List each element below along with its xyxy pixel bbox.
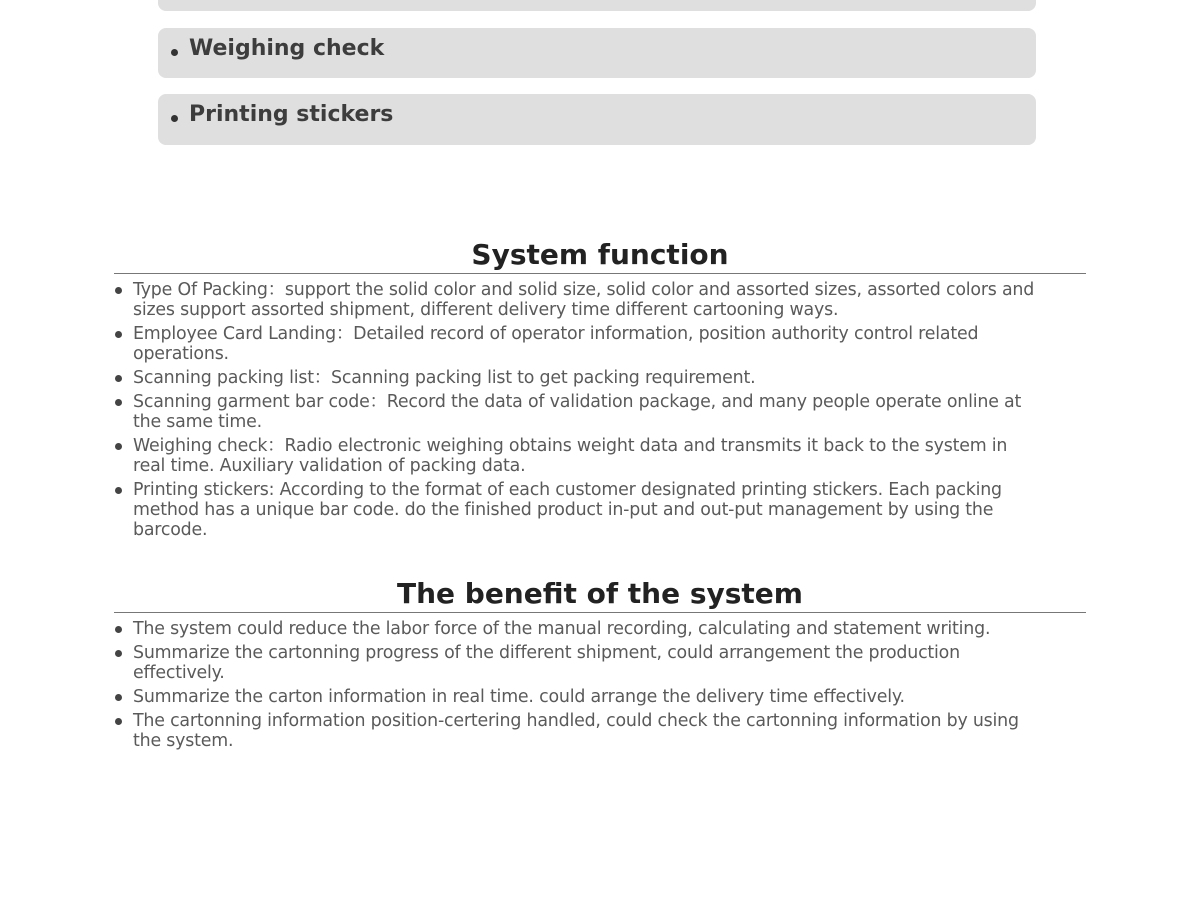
feature-pill-label: Printing stickers xyxy=(189,102,394,127)
list-item: Summarize the carton information in real time. could arrange the delivery time effectively. xyxy=(114,687,1086,707)
system-function-section xyxy=(114,238,1086,544)
list-item: Printing stickers: According to the format of each customer designated printing stickers. Each packing method has a unique bar code. do the finished product in-put and out-put management by using the barcode. xyxy=(114,480,1086,540)
feature-pill-weighing-check[interactable] xyxy=(158,28,1036,78)
system-benefit-section xyxy=(114,577,1086,755)
list-item: The cartonning information position-certering handled, could check the cartonning information by using the system. xyxy=(114,711,1086,751)
feature-pill-label: Weighing check xyxy=(189,36,385,61)
feature-pill-partial xyxy=(158,0,1036,11)
benefit-list xyxy=(114,613,1086,751)
bullet-dot xyxy=(171,115,178,122)
section-title: System function xyxy=(471,238,729,271)
section-title: The benefit of the system xyxy=(397,577,803,610)
list-item: The system could reduce the labor force of the manual recording, calculating and statement writing. xyxy=(114,619,1086,639)
list-item: Type Of Packing：support the solid color and solid size, solid color and assorted sizes, assorted colors and sizes support assorted shipment, different delivery time different cartooning ways. xyxy=(114,280,1086,320)
list-item: Weighing check：Radio electronic weighing obtains weight data and transmits it back to the system in real time. Auxiliary validation of packing data. xyxy=(114,436,1086,476)
list-item: Scanning packing list：Scanning packing list to get packing requirement. xyxy=(114,368,1086,388)
feature-pill-printing-stickers[interactable] xyxy=(158,94,1036,145)
bullet-dot xyxy=(171,49,178,56)
list-item: Scanning garment bar code：Record the data of validation package, and many people operate online at the same time. xyxy=(114,392,1086,432)
function-list xyxy=(114,274,1086,540)
list-item: Summarize the cartonning progress of the different shipment, could arrangement the production effectively. xyxy=(114,643,1086,683)
list-item: Employee Card Landing：Detailed record of operator information, position authority control related operations. xyxy=(114,324,1086,364)
